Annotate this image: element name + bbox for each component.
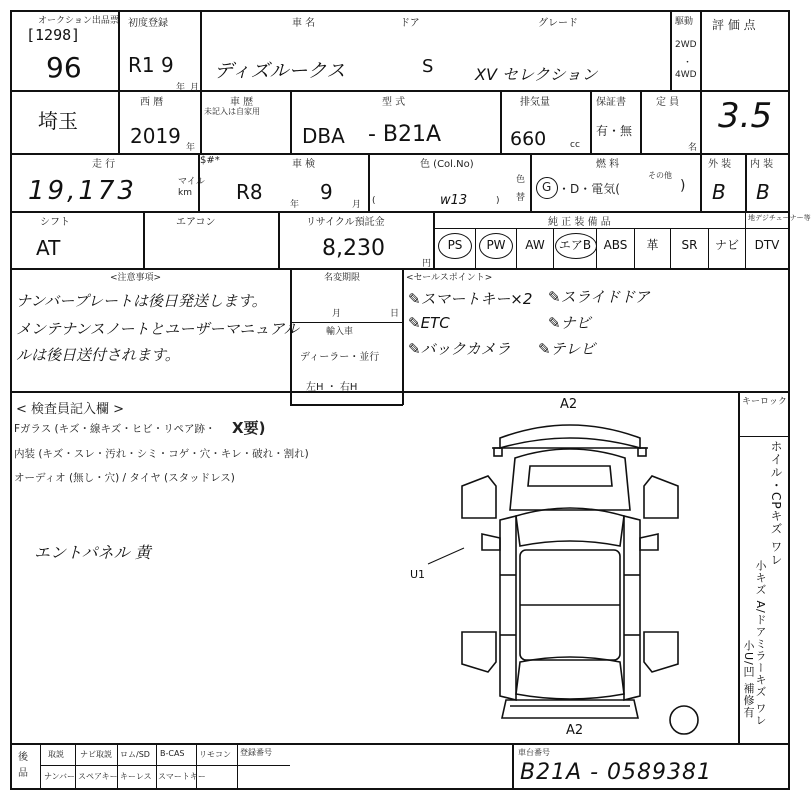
first-reg-value: R1 9 bbox=[128, 53, 174, 77]
recycle-unit: 円 bbox=[422, 259, 432, 269]
inspector-line-1-end: X要) bbox=[232, 419, 266, 437]
recycle-label: リサイクル預託金 bbox=[306, 217, 385, 228]
sales-point-5: ✎バックカメラ bbox=[408, 340, 511, 358]
displacement-value: 660 bbox=[510, 128, 547, 150]
history-label: 車 歴 bbox=[230, 97, 254, 108]
inspector-line-2: 内装 (キズ・スレ・汚れ・シミ・コゲ・穴・キレ・破れ・割れ) bbox=[14, 448, 309, 460]
import-label: 輸入車 bbox=[326, 327, 354, 337]
inspection-value: R8 bbox=[236, 180, 263, 204]
warranty-value: 有・無 bbox=[596, 124, 633, 138]
item-row1-4: リモコン bbox=[199, 750, 231, 759]
history-sublabel: 未記入は自家用 bbox=[204, 107, 260, 116]
notes-line-1: ナンバープレートは後日発送します。 bbox=[16, 292, 267, 310]
first-reg-month-unit: 月 bbox=[190, 83, 200, 93]
fuel-options: ・D・電気( bbox=[558, 182, 620, 196]
displacement-unit: cc bbox=[570, 140, 580, 150]
equip-navi: ナビ bbox=[714, 238, 739, 252]
year-label: 西 暦 bbox=[140, 97, 164, 108]
score-label: 評 価 点 bbox=[712, 18, 756, 32]
warranty-label: 保証書 bbox=[596, 97, 626, 108]
item-row1-1: ナビ取説 bbox=[80, 750, 112, 759]
car-diagram bbox=[410, 397, 720, 740]
equip-ps: PS bbox=[447, 238, 463, 252]
grade-label: グレード bbox=[538, 18, 578, 29]
equip-pw: PW bbox=[486, 238, 506, 252]
car-name-value: ディズルークス bbox=[214, 60, 346, 82]
sales-point-4: ✎ナビ bbox=[548, 314, 591, 332]
item-row1-0: 取説 bbox=[48, 750, 64, 759]
interior-label: 内 装 bbox=[750, 159, 774, 170]
fuel-close: ) bbox=[680, 178, 686, 194]
drive-separator: ・ bbox=[683, 58, 693, 68]
name-change-label: 名変期限 bbox=[324, 273, 361, 283]
grade-value: XV セレクション bbox=[475, 65, 598, 84]
name-change-month: 月 bbox=[332, 309, 342, 319]
sales-point-6: ✎テレビ bbox=[538, 340, 596, 358]
equip-leather: 革 bbox=[646, 238, 659, 252]
inspector-line-3: オーディオ (無し・穴) / タイヤ (スタッドレス) bbox=[14, 472, 235, 484]
side-legend-3: 小U/凹 補修有 bbox=[742, 640, 755, 719]
item-row2-0: ナンバー bbox=[44, 772, 76, 781]
color-change-2: 替 bbox=[516, 193, 526, 203]
diagram-mark-bottom: A2 bbox=[566, 723, 584, 738]
fuel-other: その他 bbox=[648, 171, 672, 180]
color-paren-close: ) bbox=[496, 196, 500, 206]
steering-options: 左H ・ 右H bbox=[306, 382, 358, 393]
interior-value: B bbox=[756, 180, 770, 204]
mileage-value: 19,173 bbox=[28, 176, 137, 206]
year-value: 2019 bbox=[130, 124, 181, 148]
displacement-label: 排気量 bbox=[520, 97, 550, 108]
exterior-label: 外 装 bbox=[708, 159, 732, 170]
equip-sr: SR bbox=[681, 238, 698, 252]
shift-value: AT bbox=[36, 236, 61, 260]
first-reg-label: 初度登録 bbox=[128, 18, 168, 29]
color-code: w13 bbox=[440, 193, 468, 208]
item-row2-1: スペアキー bbox=[78, 772, 118, 781]
capacity-unit: 名 bbox=[688, 143, 698, 153]
capacity-label: 定 員 bbox=[656, 97, 680, 108]
color-change-1: 色 bbox=[516, 175, 526, 185]
exterior-value: B bbox=[712, 180, 726, 204]
first-reg-year-unit: 年 bbox=[176, 83, 186, 93]
notes-label: <注意事項> bbox=[110, 273, 162, 283]
chassis-number: B21A - 0589381 bbox=[520, 760, 713, 785]
door-value: S bbox=[422, 56, 434, 77]
equipment-label: 純 正 装 備 品 bbox=[548, 217, 611, 228]
score-value: 3.5 bbox=[718, 96, 773, 136]
shift-label: シフト bbox=[40, 217, 70, 228]
mileage-unit-mile: マイル bbox=[178, 177, 205, 187]
inspection-label: 車 検 bbox=[292, 159, 316, 170]
color-label: 色 (Col.No) bbox=[420, 159, 474, 170]
header-title: オークション出品票 bbox=[38, 16, 119, 26]
inspection-year-unit: 年 bbox=[290, 200, 300, 210]
equip-abs: ABS bbox=[603, 238, 628, 252]
sales-points-label: <セールスポイント> bbox=[406, 273, 493, 283]
keylock-label: キーロック bbox=[742, 397, 787, 407]
equip-airbag-circle bbox=[555, 233, 597, 259]
item-row2-3: スマートキー bbox=[158, 772, 206, 781]
fuel-label: 燃 料 bbox=[596, 159, 620, 170]
year-unit: 年 bbox=[186, 143, 196, 153]
color-paren-open: ( bbox=[372, 196, 376, 206]
aircon-label: エアコン bbox=[176, 217, 216, 228]
inspector-line-1: Fガラス (キズ・線キズ・ヒビ・リペア跡・ bbox=[14, 423, 216, 435]
drive-label: 駆動 bbox=[675, 17, 694, 27]
sales-point-3: ✎ETC bbox=[408, 314, 450, 332]
chassis-label: 車台番号 bbox=[518, 748, 550, 757]
model-label: 型 式 bbox=[382, 97, 406, 108]
model-value: - B21A bbox=[368, 122, 442, 147]
model-prefix: DBA bbox=[302, 124, 345, 148]
recycle-value: 8,230 bbox=[322, 236, 385, 261]
mileage-label: 走 行 bbox=[92, 159, 116, 170]
fuel-g: G bbox=[542, 180, 552, 194]
equip-dtv: DTV bbox=[754, 238, 780, 252]
tuner-label: 地デジチューナー等 bbox=[748, 214, 811, 222]
inspection-month-unit: 月 bbox=[352, 200, 362, 210]
sales-point-2: ✎スライドドア bbox=[548, 288, 650, 306]
prefecture: 埼玉 bbox=[38, 109, 78, 133]
door-label: ドア bbox=[400, 18, 420, 29]
equip-aw: AW bbox=[525, 238, 545, 252]
lot-code: [1298] bbox=[26, 26, 81, 44]
equip-pw-circle bbox=[479, 233, 513, 259]
meter-label: $#* bbox=[200, 155, 220, 166]
diagram-mark-left: U1 bbox=[410, 568, 426, 581]
diagram-mark-top: A2 bbox=[560, 397, 578, 412]
side-legend-2: 小キズ A/ドアミラーキズ ワレ bbox=[754, 560, 767, 727]
import-options: ディーラー・並行 bbox=[300, 352, 380, 363]
drive-4wd: 4WD bbox=[675, 70, 697, 80]
inspector-handwritten: エントパネル 黄 bbox=[34, 543, 151, 562]
item-row1-3: B-CAS bbox=[160, 749, 185, 758]
lot-number: 96 bbox=[46, 51, 82, 84]
notes-line-2: メンテナンスノートとユーザーマニュアル bbox=[16, 320, 299, 338]
side-legend-1: ホイル・CPキズ ワレ bbox=[769, 440, 783, 567]
item-row1-2: ロム/SD bbox=[120, 750, 150, 759]
inspection-month: 9 bbox=[320, 180, 333, 204]
drive-2wd: 2WD bbox=[675, 40, 697, 50]
inspector-label: < 検査員記入欄 > bbox=[16, 402, 125, 417]
mileage-unit-km: km bbox=[178, 188, 192, 198]
name-change-day: 日 bbox=[390, 309, 400, 319]
notes-line-3: ルは後日送付されます。 bbox=[16, 346, 180, 364]
equip-airbag: エアB bbox=[558, 238, 592, 252]
equip-ps-circle bbox=[438, 233, 472, 259]
reg-no-label: 登録番号 bbox=[240, 748, 272, 757]
car-name-label: 車 名 bbox=[292, 18, 316, 29]
back-row-label: 後 品 bbox=[18, 752, 28, 779]
sales-point-1: ✎スマートキー×2 bbox=[408, 290, 533, 308]
item-row2-2: キーレス bbox=[120, 772, 152, 781]
